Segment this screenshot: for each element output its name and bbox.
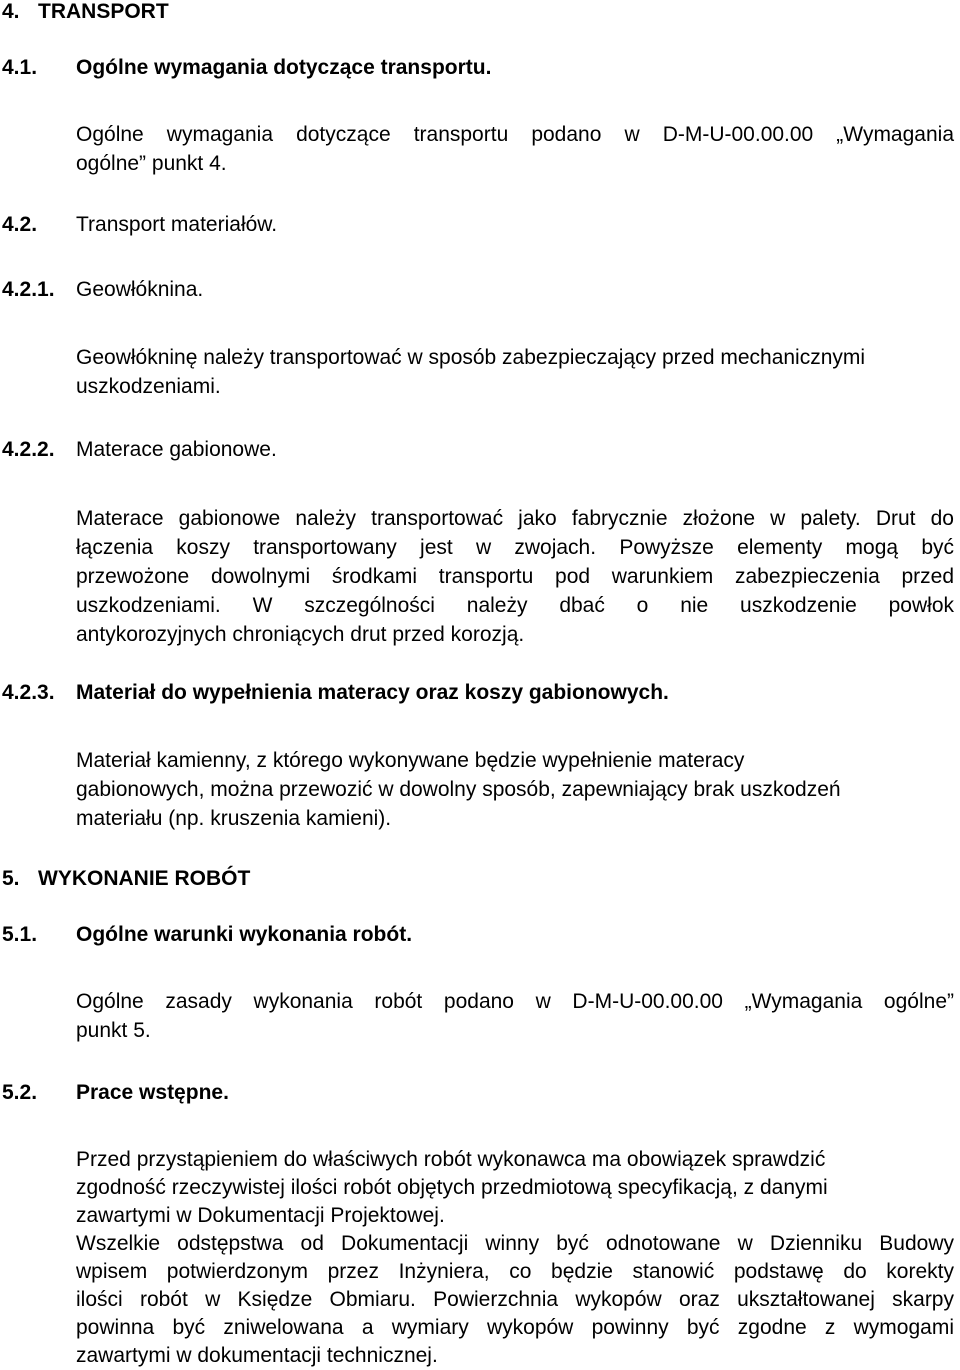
section-number: 4. (2, 0, 20, 23)
section-title: Transport materiałów. (76, 213, 278, 236)
text-line: Materace gabionowe należy transportować jako fabrycznie złożone w palety. Drut do (76, 507, 954, 530)
text-line: Przed przystąpieniem do właściwych robót wykonawca ma obowiązek sprawdzić (76, 1148, 826, 1171)
text-line: Wszelkie odstępstwa od Dokumentacji winny być odnotowane w Dzienniku Budowy (76, 1232, 954, 1255)
section-title: TRANSPORT (38, 0, 169, 23)
text-line: zawartymi w dokumentacji technicznej. (76, 1344, 438, 1367)
text-line: Geowłókninę należy transportować w sposób zabezpieczający przed mechanicznymi (76, 346, 866, 369)
text-line: gabionowych, można przewozić w dowolny sposób, zapewniający brak uszkodzeń (76, 778, 841, 801)
section-title: Prace wstępne. (76, 1081, 229, 1104)
section-number: 5.2. (2, 1081, 38, 1104)
text-line: uszkodzeniami. W szczególności należy dbać o nie uszkodzenie powłok (76, 594, 954, 617)
text-line: materiału (np. kruszenia kamieni). (76, 807, 392, 830)
section-title: Geowłóknina. (76, 278, 204, 301)
paragraph-4-2-3 (76, 746, 954, 833)
text-line: przewożone dowolnymi środkami transportu pod warunkiem zabezpieczenia przed (76, 565, 954, 588)
text-line: Ogólne wymagania dotyczące transportu podano w D-M-U-00.00.00 „Wymagania (76, 123, 954, 146)
paragraph-4-2-2 (76, 504, 954, 649)
paragraph-5-1 (76, 987, 954, 1045)
section-number: 5.1. (2, 923, 38, 946)
text-line: uszkodzeniami. (76, 375, 221, 398)
text-line: wpisem potwierdzonym przez Inżyniera, co będzie stanowić podstawę do korekty (76, 1260, 954, 1283)
text-line: łączenia koszy transportowany jest w zwojach. Powyższe elementy mogą być (76, 536, 954, 559)
text-line: Ogólne zasady wykonania robót podano w D-M-U-00.00.00 „Wymagania ogólne” (76, 990, 954, 1013)
section-title: Materiał do wypełnienia materacy oraz koszy gabionowych. (76, 681, 669, 704)
section-number: 5. (2, 867, 20, 890)
text-line: Materiał kamienny, z którego wykonywane będzie wypełnienie materacy (76, 749, 745, 772)
paragraph-4-1 (76, 120, 954, 178)
section-number: 4.2.2. (2, 438, 55, 461)
section-number: 4.1. (2, 56, 38, 79)
text-line: ilości robót w Księdze Obmiaru. Powierzchnia wykopów oraz ukształtowanej skarpy (76, 1288, 954, 1311)
text-line: punkt 5. (76, 1019, 151, 1042)
section-number: 4.2. (2, 213, 38, 236)
text-line: antykorozyjnych chroniących drut przed korozją. (76, 623, 525, 646)
text-line: zgodność rzeczywistej ilości robót objętych przedmiotową specyfikacją, z danymi (76, 1176, 828, 1199)
section-number: 4.2.1. (2, 278, 55, 301)
section-title: WYKONANIE ROBÓT (38, 867, 251, 890)
paragraph-4-2-1 (76, 343, 954, 401)
section-title: Ogólne wymagania dotyczące transportu. (76, 56, 492, 79)
text-line: powinna być zniwelowana a wymiary wykopów powinny być zgodne z wymogami (76, 1316, 954, 1339)
paragraph-5-2 (76, 1146, 954, 1370)
section-title: Materace gabionowe. (76, 438, 277, 461)
text-line: ogólne” punkt 4. (76, 152, 227, 175)
section-title: Ogólne warunki wykonania robót. (76, 923, 413, 946)
section-number: 4.2.3. (2, 681, 55, 704)
text-line: zawartymi w Dokumentacji Projektowej. (76, 1204, 445, 1227)
